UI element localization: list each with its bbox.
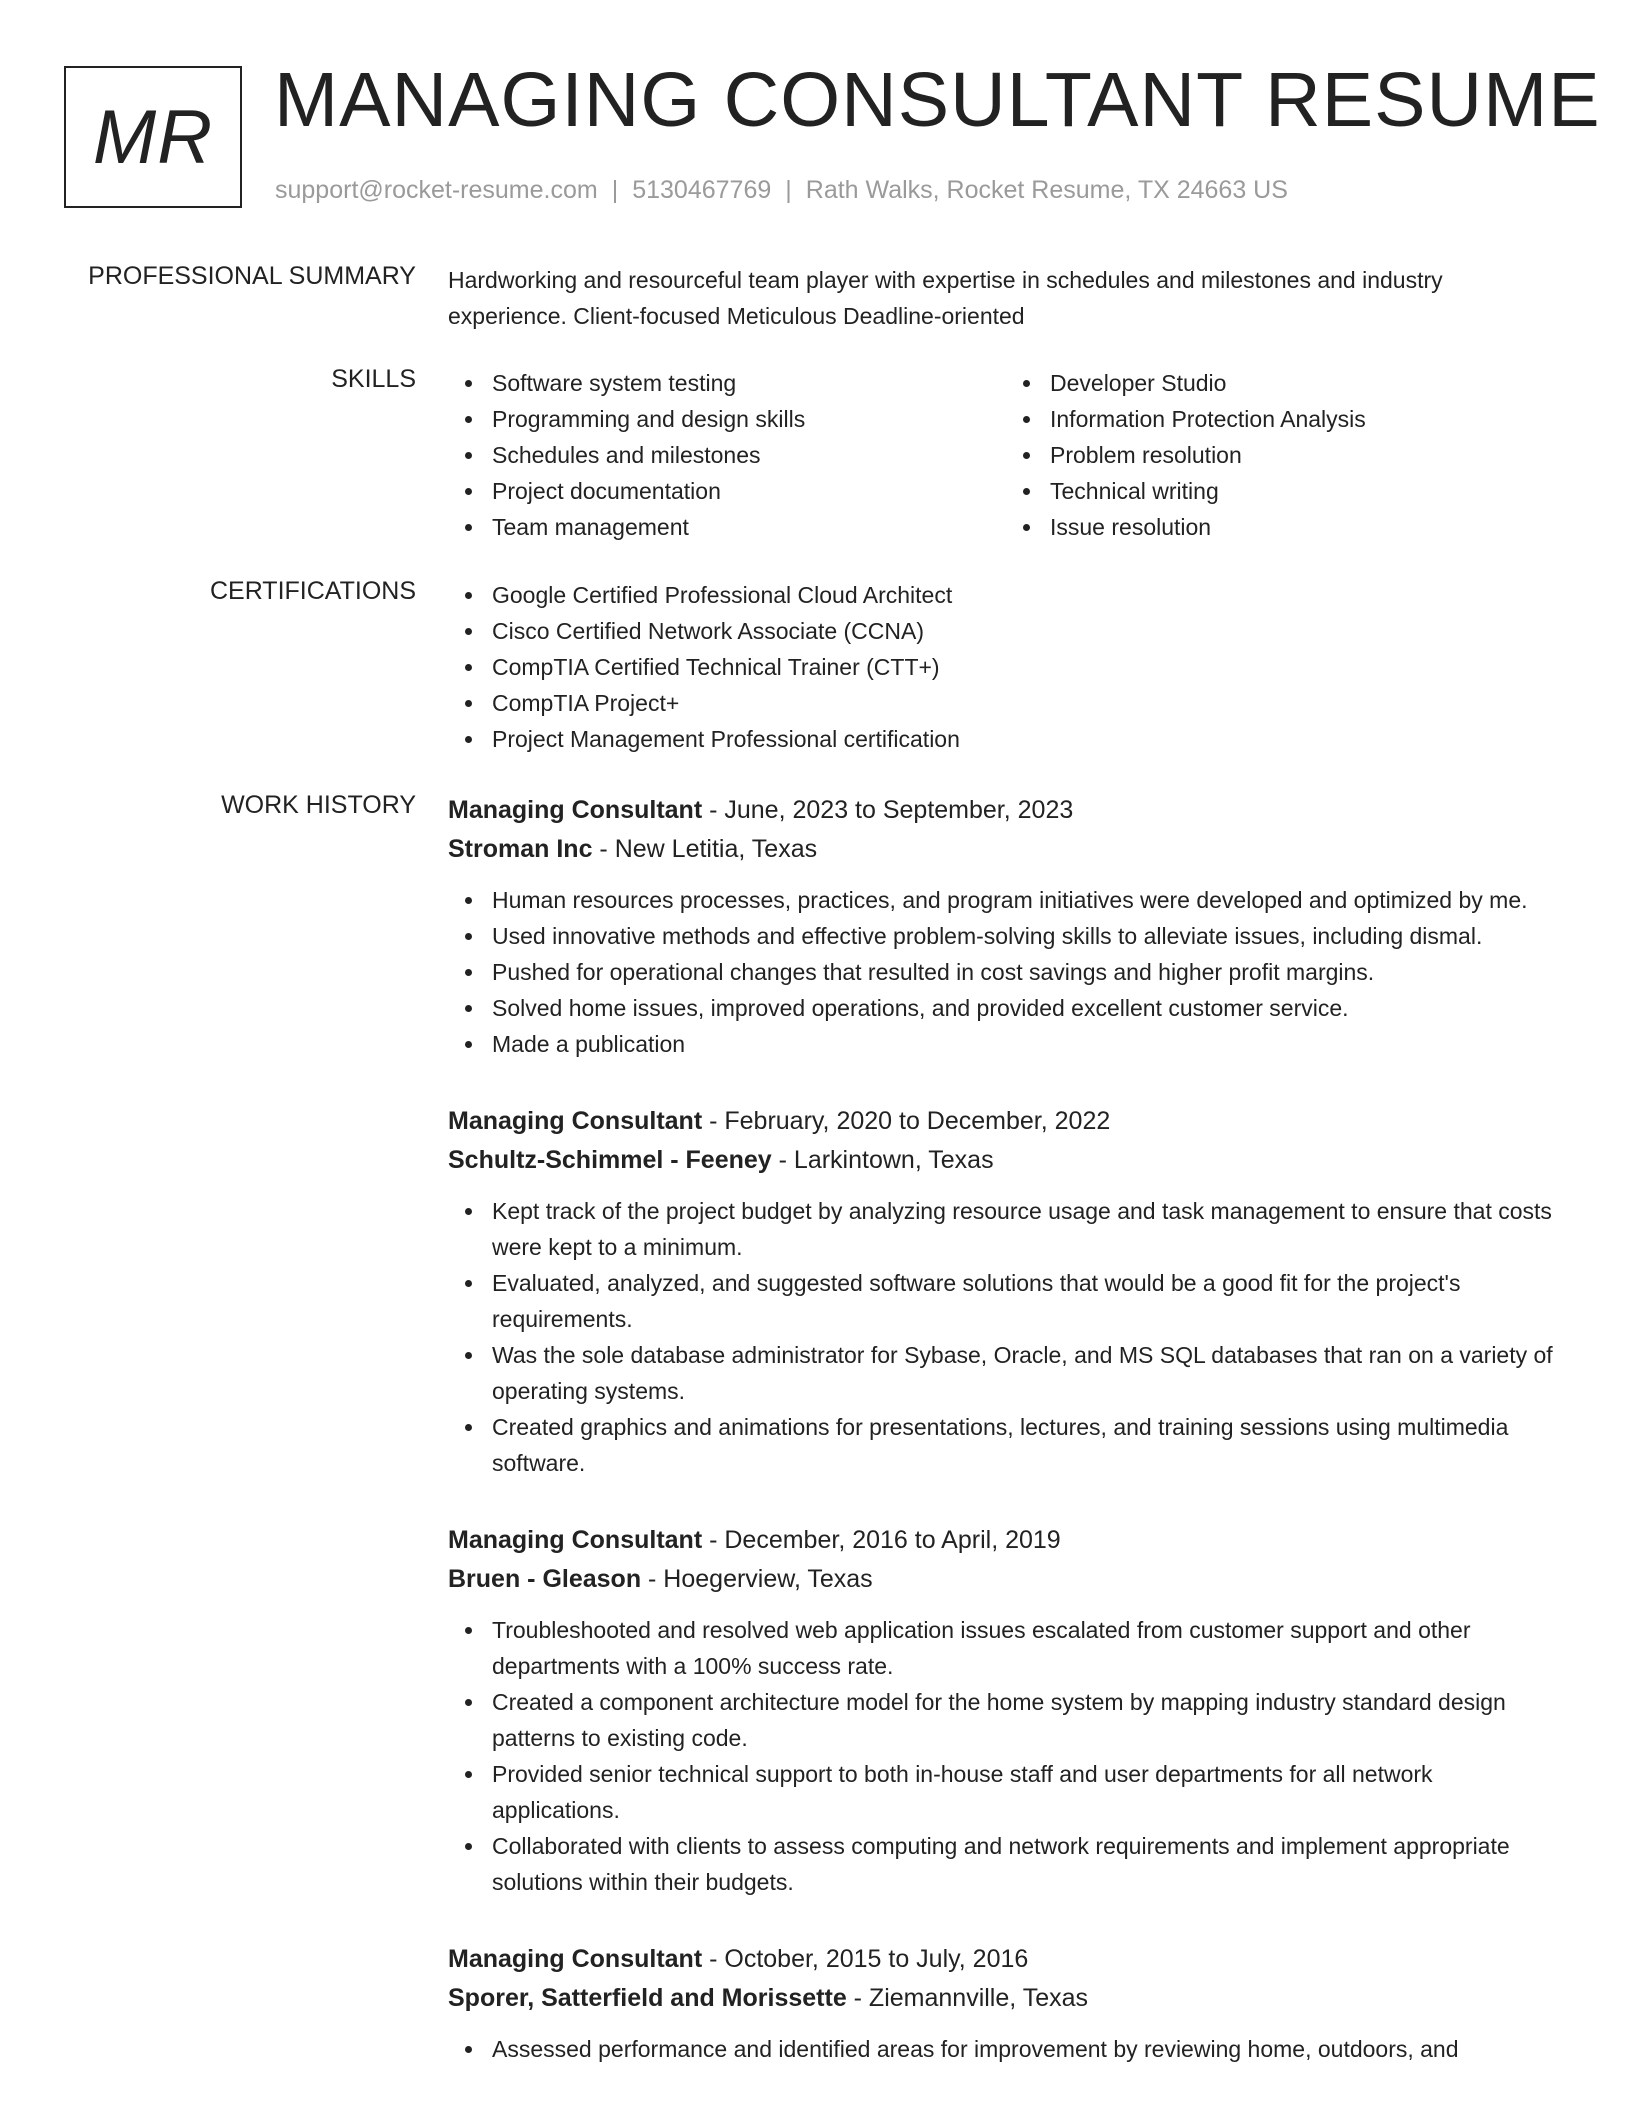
skill-item: Schedules and milestones (492, 437, 1006, 473)
job-company-line (448, 1141, 1564, 1180)
job-bullet: Troubleshooted and resolved web application issues escalated from customer support and other departments with a 100% success rate. (492, 1612, 1564, 1684)
resume-title: MANAGING CONSULTANT RESUME (274, 57, 1601, 143)
certifications-body (448, 577, 1564, 757)
skill-item: Technical writing (1050, 473, 1564, 509)
job-company: Stroman Inc (448, 835, 593, 863)
job-title-line (448, 1940, 1564, 1979)
job-company-line (448, 1560, 1564, 1599)
job-company: Schultz-Schimmel - Feeney (448, 1146, 772, 1174)
job-role: Managing Consultant (448, 1107, 703, 1135)
skill-item: Project documentation (492, 473, 1006, 509)
job-title-line (448, 1102, 1564, 1141)
job-dates: - February, 2020 to December, 2022 (702, 1107, 1111, 1135)
job-bullets (448, 1612, 1564, 1900)
job-entry (448, 1102, 1564, 1481)
job-bullet: Kept track of the project budget by analyzing resource usage and task management to ensure that costs were kept to a minimum. (492, 1193, 1564, 1265)
job-role: Managing Consultant (448, 1945, 703, 1973)
certification-item: Project Management Professional certification (492, 721, 1564, 757)
monogram-logo: MR (64, 66, 242, 208)
section-title-skills: SKILLS (331, 365, 416, 393)
certification-item: Google Certified Professional Cloud Architect (492, 577, 1564, 613)
skills-left-list (448, 365, 1006, 545)
job-bullets (448, 2031, 1564, 2067)
certification-item: CompTIA Project+ (492, 685, 1564, 721)
job-company-line (448, 830, 1564, 869)
contact-line (275, 176, 1288, 205)
skill-item: Issue resolution (1050, 509, 1564, 545)
job-location: - Larkintown, Texas (771, 1146, 994, 1174)
section-title-summary: PROFESSIONAL SUMMARY (88, 262, 416, 290)
job-company-line (448, 1979, 1564, 2018)
job-entry (448, 1940, 1564, 2067)
job-bullet: Solved home issues, improved operations, and provided excellent customer service. (492, 990, 1564, 1026)
job-entry (448, 791, 1564, 1062)
certifications-list (448, 577, 1564, 757)
job-role: Managing Consultant (448, 796, 703, 824)
certification-item: CompTIA Certified Technical Trainer (CTT+) (492, 649, 1564, 685)
job-location: - Hoegerview, Texas (641, 1565, 873, 1593)
job-bullet: Assessed performance and identified areas for improvement by reviewing home, outdoors, and (492, 2031, 1564, 2067)
section-title-certifications: CERTIFICATIONS (209, 577, 416, 605)
job-company: Sporer, Satterfield and Morissette (448, 1984, 847, 2012)
contact-email: support@rocket-resume.com (275, 176, 598, 204)
job-bullet: Human resources processes, practices, and program initiatives were developed and optimized by me. (492, 882, 1564, 918)
job-role: Managing Consultant (448, 1526, 703, 1554)
job-bullet: Created a component architecture model for the home system by mapping industry standard design patterns to existing code. (492, 1684, 1564, 1756)
contact-separator: | (785, 176, 792, 204)
job-bullet: Was the sole database administrator for Sybase, Oracle, and MS SQL databases that ran on a variety of operating systems. (492, 1337, 1564, 1409)
job-location: - New Letitia, Texas (592, 835, 818, 863)
work-history-body (448, 791, 1564, 2107)
job-bullet: Evaluated, analyzed, and suggested software solutions that would be a good fit for the project's requirements. (492, 1265, 1564, 1337)
job-title-line (448, 791, 1564, 830)
job-entry (448, 1521, 1564, 1900)
job-dates: - December, 2016 to April, 2019 (702, 1526, 1061, 1554)
job-bullet: Collaborated with clients to assess computing and network requirements and implement appropriate solutions within their budgets. (492, 1828, 1564, 1900)
skills-body (448, 365, 1564, 545)
job-dates: - June, 2023 to September, 2023 (702, 796, 1074, 824)
job-bullet: Pushed for operational changes that resulted in cost savings and higher profit margins. (492, 954, 1564, 990)
job-bullet: Made a publication (492, 1026, 1564, 1062)
contact-separator: | (611, 176, 619, 204)
job-dates: - October, 2015 to July, 2016 (702, 1945, 1029, 1973)
contact-phone: 5130467769 (632, 176, 772, 204)
skills-right-list (1006, 365, 1564, 545)
job-bullets (448, 1193, 1564, 1481)
job-bullet: Provided senior technical support to both in-house staff and user departments for all network applications. (492, 1756, 1564, 1828)
section-title-work-history: WORK HISTORY (221, 791, 416, 819)
job-bullets (448, 882, 1564, 1062)
job-bullet: Created graphics and animations for presentations, lectures, and training sessions using multimedia software. (492, 1409, 1564, 1481)
skill-item: Software system testing (492, 365, 1006, 401)
skill-item: Information Protection Analysis (1050, 401, 1564, 437)
summary-text: Hardworking and resourceful team player with expertise in schedules and milestones and industry experience. Client-focused Meticulous Deadline-oriented (448, 267, 1443, 329)
job-location: - Ziemannville, Texas (846, 1984, 1089, 2012)
job-title-line (448, 1521, 1564, 1560)
skill-item: Team management (492, 509, 1006, 545)
skill-item: Programming and design skills (492, 401, 1006, 437)
job-bullet: Used innovative methods and effective problem-solving skills to alleviate issues, including dismal. (492, 918, 1564, 954)
job-company: Bruen - Gleason (448, 1565, 642, 1593)
skill-item: Problem resolution (1050, 437, 1564, 473)
contact-address: Rath Walks, Rocket Resume, TX 24663 US (805, 176, 1288, 204)
certification-item: Cisco Certified Network Associate (CCNA) (492, 613, 1564, 649)
skill-item: Developer Studio (1050, 365, 1564, 401)
